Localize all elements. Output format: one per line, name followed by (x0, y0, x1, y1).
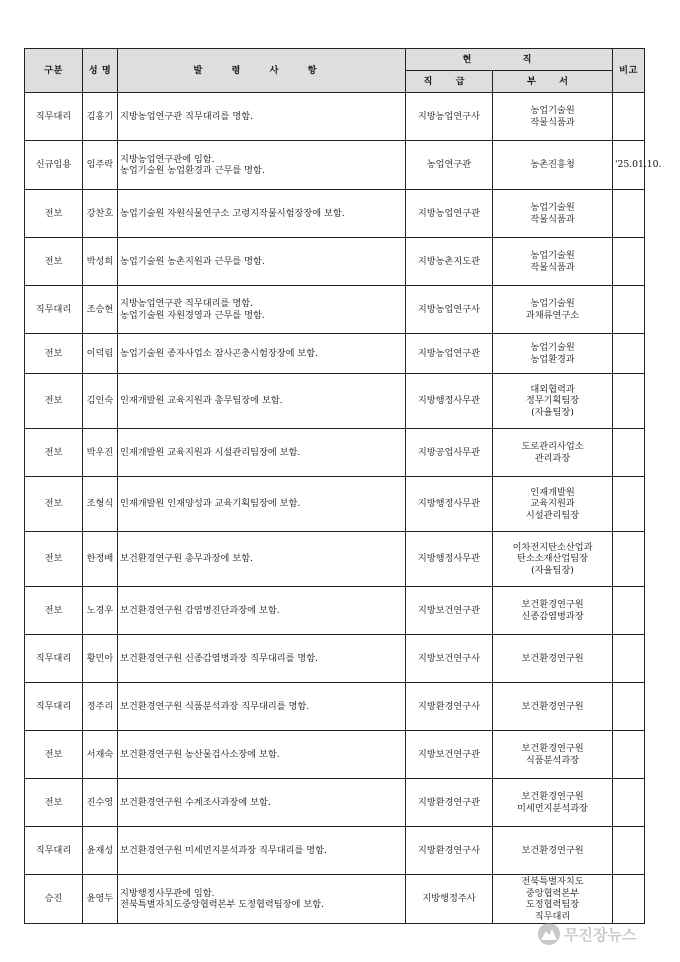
remark-cell (613, 429, 645, 477)
header-current: 현 직 (406, 49, 613, 71)
remark-cell (613, 93, 645, 141)
table-row (25, 532, 645, 587)
name-cell: 이덕림 (83, 334, 118, 374)
category-cell: 승진 (25, 875, 83, 924)
table-row (25, 334, 645, 374)
cell-line: 전북특별자치도중앙협력본부 도정협력팀장에 보함. (120, 899, 325, 910)
dept-cell (493, 374, 613, 429)
name-cell: 박우진 (83, 429, 118, 477)
watermark (538, 919, 668, 949)
dept-cell (493, 334, 613, 374)
table-row (25, 875, 645, 924)
grade-cell: 지방농업연구관 (406, 334, 493, 374)
grade-cell: 지방농업연구사 (406, 286, 493, 334)
cell-line: 농촌진흥청 (530, 159, 575, 171)
table-row (25, 429, 645, 477)
cell-line: 농업기술원 (530, 105, 575, 116)
table-row (25, 683, 645, 731)
remark-cell (613, 587, 645, 635)
cell-line: 작물식품과 (530, 213, 575, 225)
dept-cell (493, 827, 613, 875)
category-cell: 전보 (25, 429, 83, 477)
dept-cell (493, 875, 613, 924)
cell-line: 인재개발원 교육지원과 시설관리팀장에 보함. (120, 446, 301, 458)
name-cell: 임주락 (83, 141, 118, 190)
cell-line: 과채류연구소 (525, 309, 580, 321)
cell-line: 신종감염병과장 (521, 610, 584, 622)
cell-line: 지방농업연구관에 임함. (120, 153, 215, 165)
name-cell: 박성희 (83, 238, 118, 286)
dept-cell (493, 683, 613, 731)
cell-line: 도로관리사업소 (521, 441, 584, 452)
order-cell (118, 587, 406, 635)
cell-line: 작물식품과 (530, 116, 575, 128)
header-order: 발 령 사 항 (118, 49, 406, 93)
cell-line: 지방농업연구관 직무대리를 명함. (120, 110, 254, 122)
cell-line: 농업기술원 (530, 342, 575, 353)
cell-line: 농업환경과 (530, 353, 575, 365)
cell-line: 탄소소재산업팀장 (517, 553, 589, 565)
remark-cell (613, 190, 645, 238)
cell-line: 보건환경연구원 (521, 599, 584, 610)
order-cell (118, 779, 406, 827)
remark-cell (613, 286, 645, 334)
remark-cell (613, 532, 645, 587)
watermark-text: 무진장뉴스 (564, 925, 637, 944)
cell-line: 보건환경연구원 (521, 844, 584, 856)
dept-cell (493, 286, 613, 334)
grade-cell: 농업연구관 (406, 141, 493, 190)
mountain-logo-icon (538, 923, 560, 945)
grade-cell: 지방환경연구관 (406, 779, 493, 827)
order-cell (118, 731, 406, 779)
dept-cell (493, 587, 613, 635)
cell-line: 농업기술원 (530, 298, 575, 309)
category-cell: 전보 (25, 334, 83, 374)
category-cell: 전보 (25, 731, 83, 779)
table-row (25, 779, 645, 827)
remark-cell (613, 683, 645, 731)
cell-line: 직무대리 (534, 910, 571, 922)
dept-cell (493, 477, 613, 532)
remark-cell (613, 731, 645, 779)
order-cell (118, 190, 406, 238)
cell-line: 농업기술원 종자사업소 잠사곤충시험장장에 보함. (120, 347, 319, 359)
grade-cell: 지방농업연구관 (406, 190, 493, 238)
category-cell: 직무대리 (25, 635, 83, 683)
header-dept: 부 서 (493, 71, 613, 93)
order-cell (118, 286, 406, 334)
cell-line: 관리과장 (534, 452, 571, 464)
grade-cell: 지방행정사무관 (406, 532, 493, 587)
cell-line: 인재개발원 교육지원과 총무팀장에 보함. (120, 395, 283, 407)
header-remark: 비고 (613, 49, 645, 93)
grade-cell: 지방농촌지도관 (406, 238, 493, 286)
category-cell: 직무대리 (25, 93, 83, 141)
cell-line: 보건환경연구원 (521, 652, 584, 664)
category-cell: 전보 (25, 477, 83, 532)
cell-line: 대외협력과 (530, 383, 575, 395)
grade-cell: 지방보건연구사 (406, 635, 493, 683)
cell-line: 시설관리팀장 (525, 509, 580, 521)
cell-line: 작물식품과 (530, 261, 575, 273)
cell-line: 지방행정사무관에 임함. (120, 887, 215, 899)
dept-cell (493, 731, 613, 779)
category-cell: 전보 (25, 374, 83, 429)
cell-line: 보건환경연구원 (521, 743, 584, 754)
remark-cell (613, 779, 645, 827)
grade-cell: 지방행정사무관 (406, 374, 493, 429)
header-name: 성 명 (83, 49, 118, 93)
category-cell: 직무대리 (25, 683, 83, 731)
name-cell: 노경우 (83, 587, 118, 635)
category-cell: 직무대리 (25, 286, 83, 334)
table-row (25, 635, 645, 683)
category-cell: 신규임용 (25, 141, 83, 190)
name-cell: 조형식 (83, 477, 118, 532)
cell-line: 인재개발원 인재양성과 교육기획팀장에 보함. (120, 498, 301, 510)
order-cell (118, 141, 406, 190)
cell-line: 보건환경연구원 (521, 700, 584, 712)
cell-line: 농업기술원 자원경영과 근무를 명함. (120, 309, 265, 321)
cell-line: 교육지원과 (530, 498, 575, 510)
grade-cell: 지방환경연구사 (406, 683, 493, 731)
name-cell: 김홍기 (83, 93, 118, 141)
table-row (25, 238, 645, 286)
cell-line: 보건환경연구원 신종감염병과장 직무대리를 명함. (120, 652, 319, 664)
name-cell: 정주리 (83, 683, 118, 731)
appointment-table (24, 48, 662, 924)
order-cell (118, 683, 406, 731)
cell-line: 중앙협력본부 (525, 887, 580, 899)
dept-cell (493, 779, 613, 827)
table-row (25, 731, 645, 779)
cell-line: 보건환경연구원 수계조사과장에 보함. (120, 796, 271, 808)
table-row (25, 141, 645, 190)
order-cell (118, 532, 406, 587)
name-cell: 황민아 (83, 635, 118, 683)
cell-line: 인재개발원 (530, 486, 575, 498)
remark-cell (613, 334, 645, 374)
category-cell: 전보 (25, 779, 83, 827)
order-cell (118, 374, 406, 429)
cell-line: 보건환경연구원 총무과장에 보함. (120, 553, 254, 565)
grade-cell: 지방보건연구관 (406, 731, 493, 779)
order-cell (118, 477, 406, 532)
order-cell (118, 875, 406, 924)
order-cell (118, 827, 406, 875)
remark-cell (613, 374, 645, 429)
name-cell: 윤영두 (83, 875, 118, 924)
table-row (25, 93, 645, 141)
dept-cell (493, 532, 613, 587)
dept-cell (493, 141, 613, 190)
order-cell (118, 334, 406, 374)
dept-cell (493, 190, 613, 238)
category-cell: 전보 (25, 532, 83, 587)
cell-line: 농업기술원 (530, 250, 575, 261)
cell-line: 보건환경연구원 미세먼지분석과장 직무대리를 명함. (120, 844, 327, 856)
name-cell: 윤재성 (83, 827, 118, 875)
order-cell (118, 238, 406, 286)
dept-cell (493, 238, 613, 286)
cell-line: 농업기술원 농업환경과 근무를 명함. (120, 165, 265, 176)
header-category: 구분 (25, 49, 83, 93)
grade-cell: 지방환경연구사 (406, 827, 493, 875)
cell-line: 지방농업연구관 직무대리를 명함. (120, 298, 254, 309)
table-row (25, 190, 645, 238)
cell-line: 보건환경연구원 식품분석과장 직무대리를 명함. (120, 700, 310, 712)
dept-cell (493, 635, 613, 683)
grade-cell: 지방공업사무관 (406, 429, 493, 477)
remark-cell: '25.01.10. (613, 141, 645, 190)
header-grade: 직 급 (406, 71, 493, 93)
remark-cell (613, 238, 645, 286)
cell-line: (자율팀장) (531, 406, 574, 418)
cell-line: 전북특별자치도 (521, 876, 584, 887)
table-row (25, 286, 645, 334)
table-row (25, 477, 645, 532)
name-cell: 강찬호 (83, 190, 118, 238)
dept-cell (493, 93, 613, 141)
table-row (25, 827, 645, 875)
category-cell: 전보 (25, 238, 83, 286)
cell-line: 농업기술원 자원식물연구소 고령지작물시험장장에 보함. (120, 207, 345, 219)
remark-cell (613, 477, 645, 532)
cell-line: 미세먼지분석과장 (517, 802, 589, 814)
category-cell: 전보 (25, 587, 83, 635)
name-cell: 한정배 (83, 532, 118, 587)
name-cell: 김인숙 (83, 374, 118, 429)
cell-line: 보건환경연구원 농산물검사소장에 보함. (120, 748, 280, 760)
category-cell: 전보 (25, 190, 83, 238)
cell-line: 도정협력팀장 (525, 899, 580, 910)
cell-line: 농업기술원 (530, 202, 575, 213)
cell-line: 보건환경연구원 감염병진단과장에 보함. (120, 604, 280, 616)
remark-cell (613, 875, 645, 924)
remark-cell (613, 635, 645, 683)
cell-line: 식품분석과장 (525, 754, 580, 766)
cell-line: 정무기획팀장 (525, 395, 580, 407)
dept-cell (493, 429, 613, 477)
order-cell (118, 429, 406, 477)
grade-cell: 지방보건연구관 (406, 587, 493, 635)
grade-cell: 지방행정사무관 (406, 477, 493, 532)
cell-line: (자율팀장) (531, 564, 574, 576)
category-cell: 직무대리 (25, 827, 83, 875)
cell-line: 농업기술원 농촌지원과 근무를 명함. (120, 255, 265, 267)
table-row (25, 587, 645, 635)
order-cell (118, 635, 406, 683)
name-cell: 조승현 (83, 286, 118, 334)
table-row (25, 374, 645, 429)
remark-cell (613, 827, 645, 875)
order-cell (118, 93, 406, 141)
table-body (25, 93, 662, 924)
cell-line: 보건환경연구원 (521, 791, 584, 802)
cell-line: 이차전지탄소산업과 (512, 541, 593, 553)
name-cell: 진수영 (83, 779, 118, 827)
grade-cell: 지방행정주사 (406, 875, 493, 924)
grade-cell: 지방농업연구사 (406, 93, 493, 141)
name-cell: 서재숙 (83, 731, 118, 779)
